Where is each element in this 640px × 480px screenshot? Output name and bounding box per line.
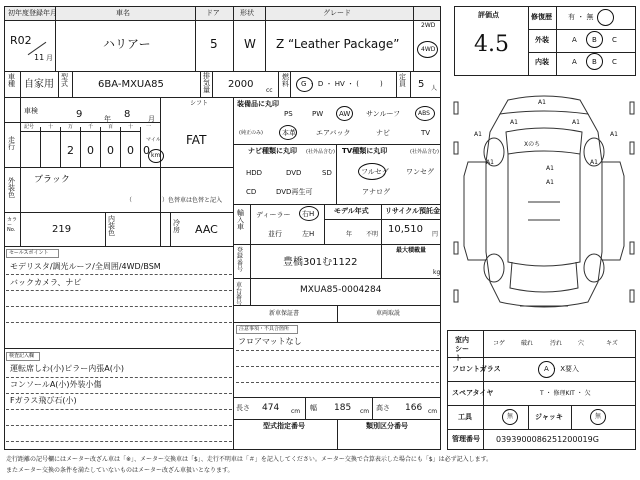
- interior-scratch: キズ: [606, 340, 618, 347]
- inspection-month-unit: 月: [148, 115, 155, 123]
- equip-navi: ナビ: [376, 129, 390, 137]
- mileage-digit: 0: [107, 144, 114, 157]
- max-load-kg: kg: [433, 269, 441, 276]
- sales-point-text-2: バックカメラ、ナビ: [10, 278, 82, 287]
- reg-month: 11: [34, 53, 45, 62]
- mileage-unit-1: 十: [48, 124, 54, 130]
- sales-point-label: セールスポイント: [9, 250, 49, 256]
- jack-label: ジャッキ: [535, 413, 563, 421]
- plate-value: 豊橋301む1122: [283, 257, 358, 268]
- height-unit: cm: [428, 408, 438, 415]
- warranty-manual: 車両取説: [376, 310, 401, 317]
- mileage-label: 走行: [8, 136, 15, 151]
- damage-mark: A1: [590, 159, 598, 166]
- mileage-digit: 0: [127, 144, 134, 157]
- height-label: 高さ: [376, 404, 390, 412]
- exterior-color: ブラック: [34, 175, 70, 185]
- front-glass-label: フロントガラス: [452, 365, 501, 373]
- equip-tv: TV: [421, 129, 431, 137]
- damage-mark: A1: [510, 119, 518, 126]
- score-value: 4.5: [474, 32, 509, 57]
- shift-value: FAT: [186, 133, 207, 147]
- navi-cd: CD: [246, 188, 257, 196]
- mgmt-no-value: 0393900086251200019G: [496, 435, 599, 444]
- reg-month-unit: 月: [46, 54, 53, 62]
- mileage-unit-4: 百: [108, 124, 114, 130]
- import-right: 右H: [302, 210, 315, 218]
- equip-sunroof: サンルーフ: [366, 110, 401, 118]
- mileage-digit: 0: [87, 144, 94, 157]
- class-no-label: 類別区分番号: [366, 422, 408, 430]
- warranty-new-car: 新車保証書: [269, 310, 300, 317]
- inspection-year: 9: [76, 109, 83, 120]
- interior-hole: 穴: [578, 340, 585, 347]
- mgmt-no-label: 管理番号: [452, 435, 480, 443]
- tools-label: 工具: [458, 413, 472, 421]
- damage-mark: Xのち: [524, 141, 541, 148]
- height-value: 166: [405, 403, 423, 413]
- shift-label: シフト: [190, 100, 209, 107]
- int-label: 内装: [535, 58, 549, 66]
- spare-tire-value: T ・ 修理KIT ・ 欠: [540, 390, 591, 397]
- ext-grade-c: C: [612, 36, 617, 44]
- footer-note-1: 走行距離の記号欄にはメーター改ざん車は「※」、メーター交換車は「$」、走行不明車は「＃」を記入してください。メーター交換で合算表示した場合にも「$」は必ず記入します。: [6, 456, 493, 463]
- displacement-value: 2000: [228, 79, 254, 90]
- recycle-label: リサイクル預託金: [385, 207, 441, 215]
- equip-airbag: エアバック: [316, 129, 351, 137]
- footer-note-2: またメーター交換の条件を満たしていないものはメーター改ざん車扱いとなります。: [6, 467, 234, 474]
- ac-label: 冷房: [173, 219, 180, 234]
- damage-mark: A1: [546, 179, 554, 186]
- length-value: 474: [262, 403, 280, 413]
- grade-value: Z “Leather Package”: [276, 37, 400, 51]
- equip-ps: PS: [284, 110, 293, 118]
- usage-label: 車種: [8, 73, 15, 88]
- int-grade-a: A: [572, 58, 577, 66]
- front-glass-value: A ・ X要入: [544, 365, 580, 373]
- equip-leather: 本革: [282, 129, 296, 137]
- repair-none-circle: [597, 9, 614, 26]
- cc-unit: cc: [266, 87, 273, 94]
- navi-subtitle: (社外品含む): [306, 149, 335, 155]
- inspection-month: 8: [124, 109, 131, 120]
- tv-fullseg: フルセグ: [361, 168, 389, 176]
- inspection-label: 車検: [24, 107, 38, 115]
- damage-mark: A1: [572, 119, 580, 126]
- navi-sd: SD: [322, 169, 332, 177]
- navi-dvd: DVD: [286, 169, 302, 177]
- interior-burn: コゲ: [493, 340, 506, 347]
- type-no-label: 型式指定番号: [263, 422, 305, 430]
- navi-title: ナビ種類に丸印: [248, 147, 297, 155]
- width-unit: cm: [360, 408, 370, 415]
- import-label: 輸入車: [237, 209, 244, 231]
- mileage-unit-2: 万: [68, 124, 74, 130]
- model-label: 型式: [61, 73, 68, 88]
- recycle-value: 10,510: [388, 224, 423, 235]
- tv-subtitle: (社外品含む): [410, 149, 439, 155]
- displacement-label: 排気量: [203, 72, 210, 94]
- ext-label: 外装: [535, 36, 549, 44]
- inspector-line: Fガラス飛び石(小): [10, 396, 77, 405]
- equipment-subtitle: (純正のみ): [239, 130, 263, 136]
- car-damage-diagram: [450, 92, 638, 324]
- frame-label: 車台番号: [236, 282, 243, 307]
- tools-value: 無: [507, 413, 514, 420]
- interior-tear: 破れ: [521, 340, 534, 347]
- recycle-yen: 円: [432, 231, 439, 238]
- capacity-value: 5: [418, 79, 425, 90]
- width-label: 幅: [310, 404, 317, 412]
- drive-4wd: 4WD: [421, 46, 436, 53]
- fuel-label: 燃料: [282, 73, 289, 88]
- mileage-mile: マイル: [146, 137, 161, 143]
- import-left: 左H: [302, 230, 315, 238]
- length-label: 長さ: [236, 404, 250, 412]
- spare-tire-label: スペアタイヤ: [452, 389, 494, 397]
- inspector-line: 運転席しわ(小)ピラー内張A(小): [10, 364, 124, 373]
- car-name-label: 車名: [116, 9, 130, 17]
- reg-date-label: 初年度登録年月: [8, 9, 57, 17]
- max-load-label: 最大積載量: [396, 247, 427, 254]
- mileage-unit-3: 千: [88, 124, 94, 130]
- width-value: 185: [334, 403, 352, 413]
- frame-value: MXUA85-0004284: [300, 285, 382, 295]
- inspector-label: 検査記入欄: [9, 353, 35, 359]
- damage-mark: A1: [474, 131, 482, 138]
- score-label: 評価点: [478, 11, 499, 19]
- mileage-digit: 0: [143, 144, 150, 157]
- length-unit: cm: [291, 408, 301, 415]
- tv-oneseg: ワンセグ: [406, 168, 434, 176]
- import-dealer: ディーラー: [256, 211, 291, 219]
- navi-dvd-play: DVD再生可: [276, 188, 313, 196]
- import-parallel: 並行: [268, 230, 282, 238]
- capacity-label: 定員: [399, 73, 406, 88]
- tv-title: TV種類に丸印: [342, 147, 388, 155]
- capacity-unit: 人: [431, 85, 438, 92]
- jack-value: 無: [595, 413, 602, 420]
- notes-label: 注意事項・不具合箇所: [239, 326, 290, 332]
- equip-pw: PW: [312, 110, 324, 118]
- equipment-title: 装備品に丸印: [237, 100, 279, 108]
- damage-mark: A1: [486, 159, 494, 166]
- int-grade-b: B: [592, 58, 597, 66]
- color-no-value: 219: [52, 224, 72, 235]
- sales-point-text-1: モデリスタ/調光ルーフ/全周囲/4WD/BSM: [10, 262, 161, 271]
- interior-dirt: 汚れ: [550, 340, 563, 347]
- tv-analog: アナログ: [362, 188, 390, 196]
- car-name: ハリアー: [103, 37, 151, 51]
- exterior-note: （ ）色替車は色替と記入: [126, 197, 223, 204]
- body-shape: W: [244, 37, 256, 51]
- usage-value: 自家用: [24, 79, 54, 90]
- navi-hdd: HDD: [246, 169, 263, 177]
- mileage-digit: 2: [67, 144, 74, 157]
- equip-abs: ABS: [418, 110, 430, 117]
- equip-aw: AW: [339, 110, 351, 118]
- reg-year: R02: [10, 34, 32, 47]
- int-grade-c: C: [612, 58, 617, 66]
- mileage-unit-6: 一: [146, 124, 152, 130]
- damage-mark: A1: [610, 131, 618, 138]
- repair-label: 修復歴: [531, 13, 552, 21]
- interior-color-label: 内装色: [108, 215, 115, 237]
- model-year-label: モデル年式: [334, 207, 369, 215]
- model-year-unit: 年: [346, 231, 353, 238]
- inspection-year-unit: 年: [104, 115, 111, 123]
- ac-value: AAC: [195, 223, 218, 236]
- shape-label: 形状: [240, 9, 254, 17]
- mileage-unit-5: 十: [128, 124, 134, 130]
- damage-mark: A1: [538, 99, 546, 106]
- damage-mark: A1: [546, 165, 554, 172]
- fuel-options: G ・ D ・ HV ・ ( ): [301, 80, 383, 88]
- exterior-label: 外装色: [8, 177, 15, 199]
- ext-grade-b: B: [592, 36, 597, 44]
- model-year-unknown: 不明: [366, 231, 379, 238]
- interior-seat-label: 室内シート: [455, 336, 469, 363]
- door-label: ドア: [206, 9, 220, 17]
- model-value: 6BA-MXUA85: [98, 79, 164, 90]
- notes-text: フロアマットなし: [238, 337, 302, 346]
- grade-label: グレード: [323, 9, 351, 17]
- mileage-unit-0: 記号: [24, 124, 35, 130]
- color-no-label: カラーNo.: [7, 217, 18, 233]
- mileage-km: km: [151, 152, 161, 159]
- repair-options: 有 ・ 無: [568, 13, 594, 21]
- drive-2wd: 2WD: [421, 22, 436, 29]
- plate-label: 登録番号: [237, 247, 244, 273]
- door-count: 5: [210, 37, 218, 51]
- ext-grade-a: A: [572, 36, 577, 44]
- inspector-line: コンソールA(小)外装小傷: [10, 380, 102, 389]
